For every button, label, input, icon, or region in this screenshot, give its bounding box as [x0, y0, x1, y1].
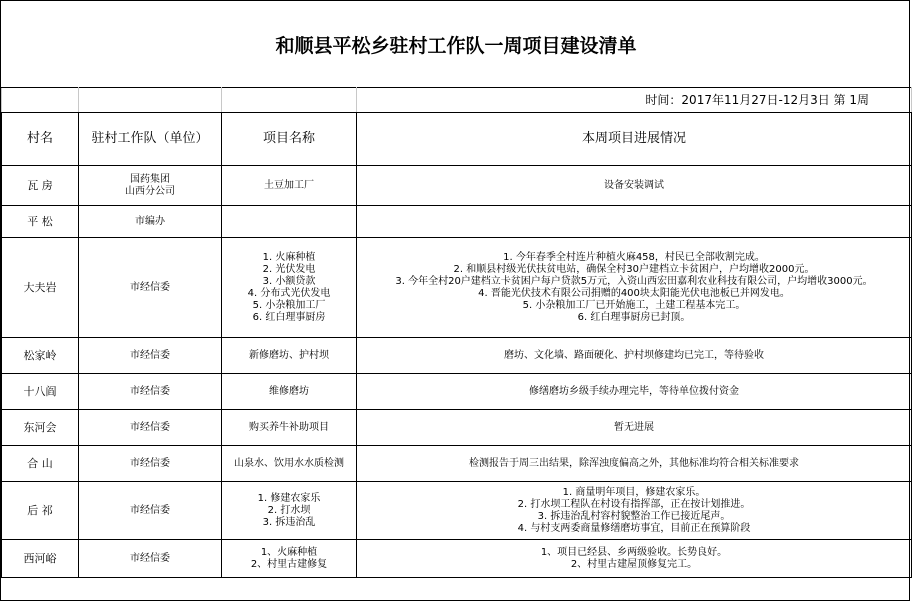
village-cell: 后 祁: [2, 482, 79, 540]
project-cell-line: 2、村里古建修复: [250, 558, 328, 570]
progress-cell: [357, 338, 912, 374]
progress-cell: [357, 206, 912, 238]
progress-cell-line: 检测报告于周三出结果，除浑浊度偏高之外，其他标准均符合相关标准要求: [469, 457, 799, 469]
header-project: 项目名称: [222, 113, 357, 166]
progress-cell-line: 暂无进展: [614, 421, 654, 433]
project-cell-line: 1. 修建农家乐: [257, 492, 321, 504]
village-cell: 十八阎: [2, 374, 79, 410]
project-cell: [222, 206, 357, 238]
progress-cell-line: 2. 打水坝工程队在村设有指挥部，正在按计划推进。: [517, 498, 751, 510]
project-table: [1, 87, 912, 578]
table-row: [2, 206, 912, 238]
progress-cell-line: 2、村里古建屋顶修复完工。: [570, 558, 698, 570]
blank-cell: [2, 88, 79, 113]
progress-cell: [357, 410, 912, 446]
team-cell-line: 国药集团: [130, 173, 170, 185]
table-row: [2, 338, 912, 374]
team-cell-line: 市经信委: [130, 552, 170, 564]
progress-cell: [357, 166, 912, 206]
team-cell-line: 市经信委: [130, 281, 170, 293]
project-cell-line: 维修磨坊: [269, 385, 309, 397]
progress-cell-line: 3. 拆违治乱村容村貌整治工作已接近尾声。: [537, 510, 731, 522]
table-row: [2, 446, 912, 482]
project-cell-line: 1、火麻种植: [260, 546, 318, 558]
progress-cell-line: 2. 和顺县村级光伏扶贫电站，确保全村30户建档立卡贫困户，户均增收2000元。: [453, 263, 815, 275]
progress-cell: [357, 446, 912, 482]
date-row: [2, 88, 912, 113]
project-cell: [222, 446, 357, 482]
progress-cell-line: 4. 晋能光伏技术有限公司捐赠的400块太阳能光伏电池板已并网发电。: [478, 287, 790, 299]
project-cell-line: 1. 火麻种植: [262, 251, 316, 263]
team-cell: [79, 238, 222, 338]
project-cell: [222, 166, 357, 206]
header-row: [2, 113, 912, 166]
project-cell: [222, 410, 357, 446]
team-cell: [79, 446, 222, 482]
project-cell: [222, 238, 357, 338]
progress-cell-line: 1. 今年春季全村连片种植火麻458，村民已全部收割完成。: [503, 251, 765, 263]
village-cell: 平 松: [2, 206, 79, 238]
village-cell: 松家岭: [2, 338, 79, 374]
team-cell: [79, 166, 222, 206]
project-cell-line: 3. 小额贷款: [262, 275, 316, 287]
team-cell-line: 市经信委: [130, 421, 170, 433]
project-cell-line: 新修磨坊、护村坝: [249, 349, 329, 361]
progress-cell-line: 磨坊、文化墙、路面硬化、护村坝修建均已完工，等待验收: [504, 349, 764, 361]
team-cell-line: 市经信委: [130, 385, 170, 397]
date-cell: 时间：2017年11月27日-12月3日 第 1周: [357, 88, 912, 113]
progress-cell-line: 1、项目已经县、乡两级验收。长势良好。: [540, 546, 728, 558]
project-cell: [222, 338, 357, 374]
header-village: 村名: [2, 113, 79, 166]
header-team: 驻村工作队（单位）: [79, 113, 222, 166]
header-progress: 本周项目进展情况: [357, 113, 912, 166]
table-row: [2, 482, 912, 540]
progress-cell-line: 4. 与村支两委商量修缮磨坊事宜，目前正在预算阶段: [517, 522, 751, 534]
project-cell: [222, 374, 357, 410]
progress-cell-line: 3. 今年全村20户建档立卡贫困户每户贷款5万元，入资山西宏田嘉利农业科技有限公司，户均增收3000元。: [395, 275, 873, 287]
project-cell-line: 5. 小杂粮加工厂: [252, 299, 326, 311]
progress-cell-line: 修缮磨坊乡级手续办理完毕，等待单位拨付资金: [529, 385, 739, 397]
project-cell: [222, 540, 357, 578]
village-cell: 西河峪: [2, 540, 79, 578]
progress-cell: [357, 374, 912, 410]
team-cell: [79, 374, 222, 410]
team-cell: [79, 540, 222, 578]
table-row: [2, 238, 912, 338]
project-cell-line: 3. 拆违治乱: [262, 516, 316, 528]
village-cell: 东河会: [2, 410, 79, 446]
progress-cell-line: 5. 小杂粮加工厂已开始施工，土建工程基本完工。: [522, 299, 746, 311]
blank-cell: [79, 88, 222, 113]
progress-cell: [357, 238, 912, 338]
progress-cell-line: 设备安装调试: [604, 179, 664, 191]
progress-cell-line: 1. 商量明年项目，修建农家乐。: [562, 486, 706, 498]
project-cell-line: 购买养牛补助项目: [249, 421, 329, 433]
team-cell-line: 市经信委: [130, 504, 170, 516]
sheet-title: 和顺县平松乡驻村工作队一周项目建设清单: [275, 34, 637, 57]
team-cell-line: 山西分公司: [125, 185, 175, 197]
table-row: [2, 374, 912, 410]
project-cell-line: 山泉水、饮用水水质检测: [234, 457, 344, 469]
village-cell: 瓦 房: [2, 166, 79, 206]
project-cell-line: 土豆加工厂: [264, 179, 314, 191]
blank-cell: [222, 88, 357, 113]
table-row: [2, 540, 912, 578]
village-cell: 大夫岩: [2, 238, 79, 338]
project-cell-line: 2. 光伏发电: [262, 263, 316, 275]
project-cell: [222, 482, 357, 540]
project-cell-line: 6. 红白理事厨房: [252, 311, 326, 323]
table-row: [2, 166, 912, 206]
progress-cell: [357, 540, 912, 578]
team-cell: [79, 482, 222, 540]
team-cell-line: 市经信委: [130, 457, 170, 469]
team-cell-line: 市经信委: [130, 349, 170, 361]
team-cell: [79, 410, 222, 446]
team-cell: [79, 206, 222, 238]
project-cell-line: 2. 打水坝: [267, 504, 311, 516]
table-row: [2, 410, 912, 446]
village-cell: 合 山: [2, 446, 79, 482]
team-cell-line: 市编办: [135, 215, 165, 227]
progress-cell: [357, 482, 912, 540]
progress-cell-line: 6. 红白理事厨房已封顶。: [577, 311, 691, 323]
project-cell-line: 4. 分布式光伏发电: [247, 287, 331, 299]
team-cell: [79, 338, 222, 374]
